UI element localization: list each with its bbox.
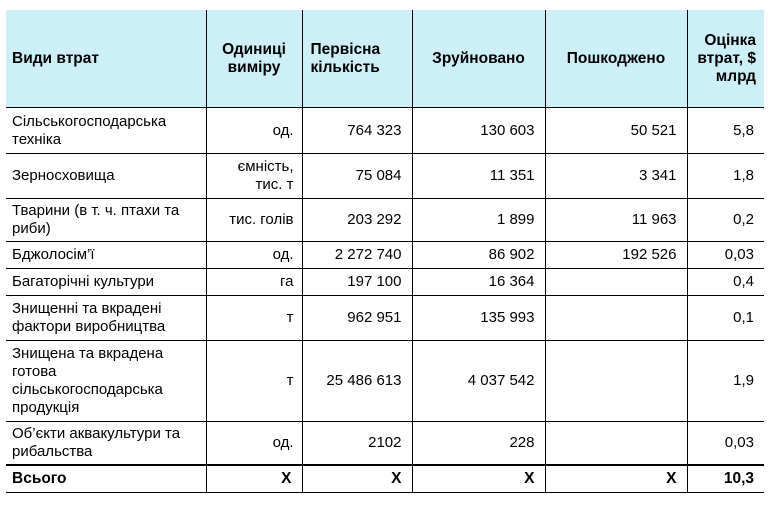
table-row — [6, 296, 764, 341]
cell-initial: 203 292 — [302, 199, 412, 242]
cell-unit: од. — [206, 242, 302, 269]
cell-name: Об’єкти аквакультури та рибальства — [6, 422, 206, 465]
cell-unit: од. — [206, 422, 302, 465]
header-unit: Одиниці виміру — [206, 10, 302, 108]
total-destroyed: Х — [412, 465, 545, 493]
cell-loss: 5,8 — [687, 108, 764, 154]
cell-loss: 1,8 — [687, 154, 764, 199]
cell-name: Сільськогосподарська техніка — [6, 108, 206, 154]
header-loss-estimate: Оцінка втрат, $ млрд — [687, 10, 764, 108]
cell-loss: 0,03 — [687, 242, 764, 269]
cell-name: Знищенні та вкрадені фактори виробництва — [6, 296, 206, 341]
cell-damaged: 11 963 — [545, 199, 687, 242]
table-total-row — [6, 465, 764, 493]
table-row — [6, 108, 764, 154]
cell-loss: 0,2 — [687, 199, 764, 242]
cell-unit: ємність, тис. т — [206, 154, 302, 199]
cell-unit: т — [206, 296, 302, 341]
cell-damaged: 50 521 — [545, 108, 687, 154]
cell-damaged — [545, 341, 687, 422]
cell-loss: 1,9 — [687, 341, 764, 422]
cell-damaged: 3 341 — [545, 154, 687, 199]
cell-destroyed: 1 899 — [412, 199, 545, 242]
cell-name: Бджолосім’ї — [6, 242, 206, 269]
cell-destroyed: 11 351 — [412, 154, 545, 199]
table-row — [6, 269, 764, 296]
cell-initial: 25 486 613 — [302, 341, 412, 422]
table-row — [6, 199, 764, 242]
total-unit: Х — [206, 465, 302, 493]
table-row — [6, 422, 764, 465]
cell-initial: 75 084 — [302, 154, 412, 199]
cell-initial: 962 951 — [302, 296, 412, 341]
cell-name: Знищена та вкрадена готова сільськогосподарська продукція — [6, 341, 206, 422]
table-row — [6, 154, 764, 199]
total-loss: 10,3 — [687, 465, 764, 493]
losses-table-container — [6, 10, 764, 493]
cell-destroyed: 4 037 542 — [412, 341, 545, 422]
cell-destroyed: 86 902 — [412, 242, 545, 269]
cell-initial: 197 100 — [302, 269, 412, 296]
header-destroyed: Зруйновано — [412, 10, 545, 108]
cell-initial: 2 272 740 — [302, 242, 412, 269]
cell-unit: од. — [206, 108, 302, 154]
cell-name: Тварини (в т. ч. птахи та риби) — [6, 199, 206, 242]
cell-loss: 0,1 — [687, 296, 764, 341]
cell-name: Багаторічні культури — [6, 269, 206, 296]
cell-damaged — [545, 269, 687, 296]
cell-unit: т — [206, 341, 302, 422]
cell-unit: тис. голів — [206, 199, 302, 242]
total-initial: Х — [302, 465, 412, 493]
total-label: Всього — [6, 465, 206, 493]
cell-loss: 0,03 — [687, 422, 764, 465]
cell-damaged — [545, 422, 687, 465]
table-header-row — [6, 10, 764, 108]
cell-damaged: 192 526 — [545, 242, 687, 269]
cell-initial: 764 323 — [302, 108, 412, 154]
cell-destroyed: 135 993 — [412, 296, 545, 341]
total-damaged: Х — [545, 465, 687, 493]
table-row — [6, 242, 764, 269]
cell-destroyed: 228 — [412, 422, 545, 465]
cell-initial: 2102 — [302, 422, 412, 465]
header-damaged: Пошкоджено — [545, 10, 687, 108]
losses-table — [6, 10, 764, 493]
cell-loss: 0,4 — [687, 269, 764, 296]
header-loss-type: Види втрат — [6, 10, 206, 108]
cell-destroyed: 16 364 — [412, 269, 545, 296]
header-initial-quantity: Первісна кількість — [302, 10, 412, 108]
cell-unit: га — [206, 269, 302, 296]
cell-destroyed: 130 603 — [412, 108, 545, 154]
cell-name: Зерносховища — [6, 154, 206, 199]
cell-damaged — [545, 296, 687, 341]
table-row — [6, 341, 764, 422]
